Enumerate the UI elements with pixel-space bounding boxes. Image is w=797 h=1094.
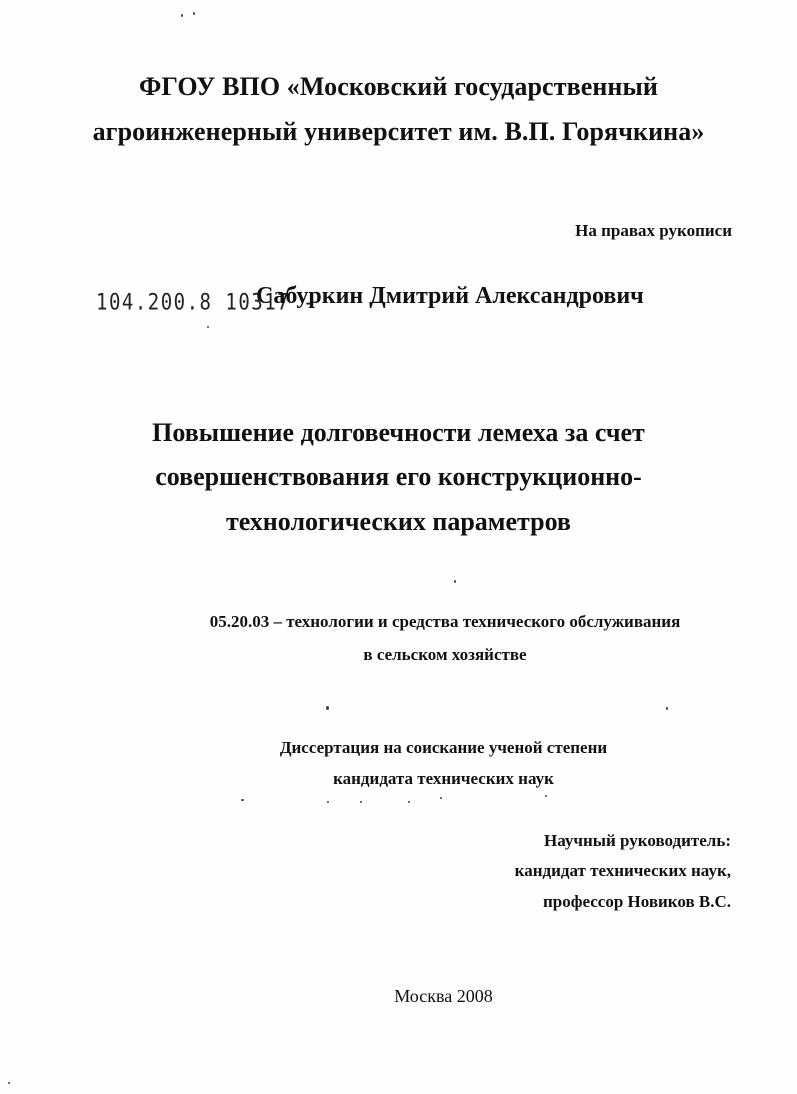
- advisor-degree: кандидат технических наук,: [514, 861, 731, 880]
- advisor-heading: Научный руководитель:: [544, 831, 731, 850]
- scan-speck: [360, 801, 362, 803]
- registration-stamp: 104.200.8 10317 -: [96, 290, 316, 316]
- scan-speck: [207, 326, 209, 328]
- scan-speck: [193, 12, 195, 15]
- scan-speck: [454, 580, 456, 583]
- specialty-line-2: в сельском хозяйстве: [363, 645, 527, 664]
- scan-speck: [8, 1082, 10, 1084]
- institution-name-line-1: ФГОУ ВПО «Московский государственный: [139, 72, 658, 101]
- thesis-title-line-2: совершенствования его конструкционно-: [155, 462, 642, 491]
- author-name: Сабуркин Дмитрий Александрович: [256, 283, 644, 309]
- institution-name-line-2: агроинженерный университет им. В.П. Горячкина»: [92, 117, 705, 146]
- scan-speck: [545, 795, 547, 797]
- scan-speck: [327, 801, 329, 803]
- scan-speck: [241, 799, 244, 801]
- scan-speck: [408, 801, 410, 803]
- degree-line-2: кандидата технических наук: [333, 769, 554, 788]
- degree-line-1: Диссертация на соискание ученой степени: [279, 738, 608, 757]
- manuscript-note: На правах рукописи: [575, 221, 732, 240]
- scan-speck: [326, 706, 329, 710]
- scan-speck: [440, 797, 442, 799]
- thesis-title-line-3: технологических параметров: [226, 507, 571, 536]
- advisor-name: профессор Новиков В.С.: [542, 892, 731, 911]
- city-year: Москва 2008: [394, 986, 493, 1006]
- specialty-line-1: 05.20.03 – технологии и средства технического обслуживания: [209, 612, 681, 631]
- thesis-title-line-1: Повышение долговечности лемеха за счет: [152, 418, 645, 447]
- scan-speck: [666, 707, 668, 710]
- scan-speck: [181, 14, 183, 17]
